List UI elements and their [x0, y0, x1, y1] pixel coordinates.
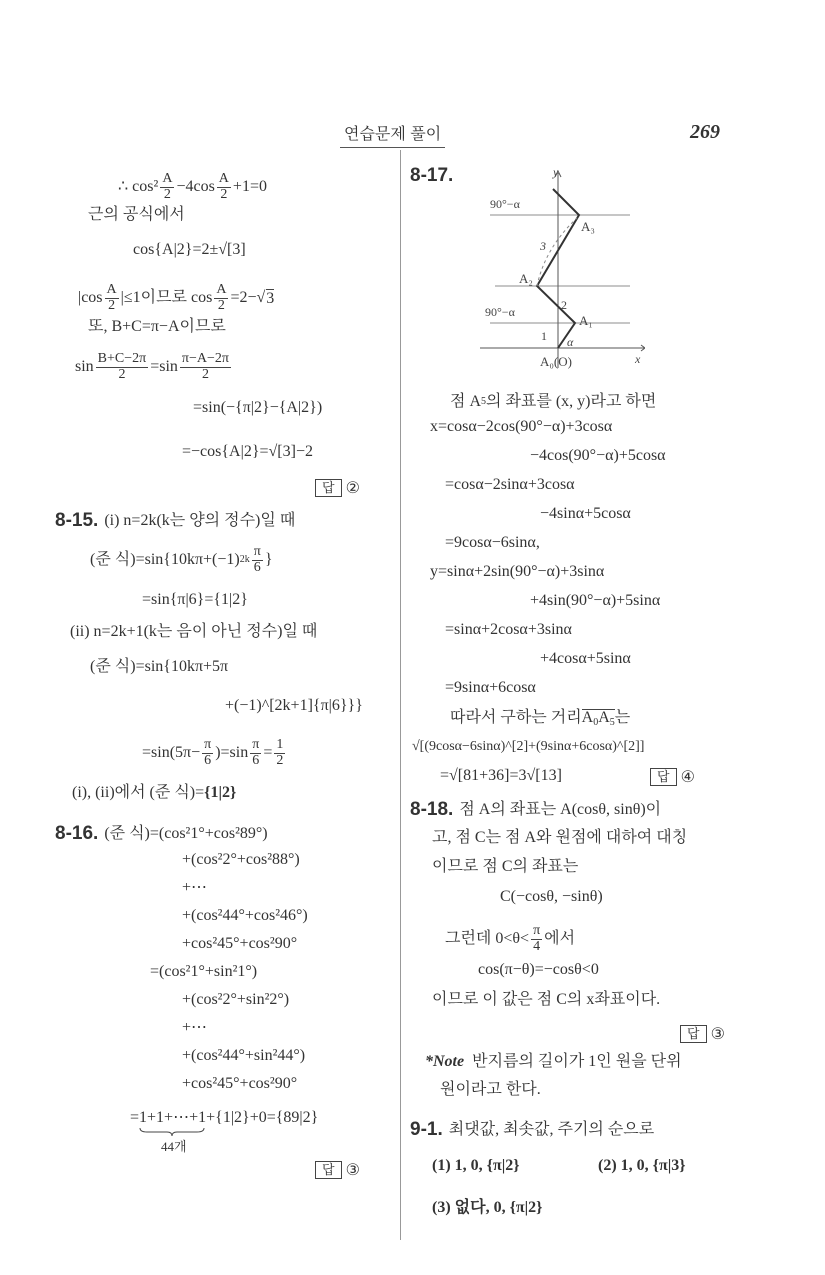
text-line: 이므로 이 값은 점 C의 x좌표이다. [432, 991, 661, 1008]
equation-line: =9sinα+6cosα [445, 679, 536, 696]
equation-line: x=cosα−2cos(90°−α)+3cosα [430, 418, 613, 435]
equation-line: =(cos²1°+sin²1°) [150, 963, 258, 980]
equation-line: |cos $\frac{A}{2}$ |≤1이므로 cos $\frac{A}{2}$ =2−√ 3 [78, 282, 275, 313]
note [425, 1054, 682, 1070]
equation-line: =sinα+2cosα+3sinα [445, 621, 572, 638]
text-line: 또, B+C=π−A이므로 [88, 318, 226, 335]
equation-line: =√[81+36]=3√[13] [440, 767, 562, 784]
coordinate-diagram [455, 163, 645, 378]
equation-line: =9cosα−6sinα, [445, 534, 540, 551]
fraction: $\frac{\pi}{6}$ [252, 737, 260, 768]
note-label: *Note [425, 1053, 465, 1070]
underbrace-icon [139, 1127, 205, 1137]
equation-line: (준 식)=sin{10kπ+5π [90, 658, 229, 675]
equation-line: +4sin(90°−α)+5sinα [530, 592, 661, 609]
equation-line: +4cosα+5sinα [540, 650, 631, 667]
fraction: $\frac{A}{2}$ [216, 282, 227, 313]
answer-box: 답 [315, 479, 342, 497]
equation-line [72, 785, 236, 801]
problem-number: 8-16. [55, 823, 99, 844]
fraction: $\frac{\pi}{6}$ [253, 544, 261, 575]
answer-marker [315, 478, 360, 498]
point-A0: A₀(O) [540, 354, 572, 369]
equation-line: +(cos²44°+sin²44°) [182, 1047, 306, 1064]
angle-label: 90°−α [485, 305, 515, 319]
fraction: $\frac{A}{2}$ [106, 282, 117, 313]
equation-line: =cosα−2sinα+3cosα [445, 476, 575, 493]
equation-line: +cos²45°+cos²90° [182, 1075, 298, 1092]
equation-line: C(−cosθ, −sinθ) [500, 888, 603, 905]
answer-line: (3) 없다, 0, {π|2} [432, 1199, 543, 1216]
text-line: 원이라고 한다. [440, 1081, 541, 1098]
problem-8-15 [55, 511, 295, 530]
equation-line: sin $\frac{B+C-2\pi}{2}$ =sin $\frac{\pi-A-2\pi}{2}$ [75, 351, 229, 382]
text-line: 이므로 점 C의 좌표는 [432, 858, 579, 875]
equation-line: +⋯ [182, 879, 208, 896]
sum-rest: +{1|2}+0={89|2} [206, 1109, 319, 1126]
y-label: y [553, 165, 559, 179]
fraction: $\frac{1}{2}$ [276, 737, 284, 768]
equation-line: cos(π−θ)=−cosθ<0 [478, 961, 599, 978]
equation-line: +cos²45°+cos²90° [182, 935, 298, 952]
equation-line: =−cos{A|2}=√[3]−2 [182, 443, 313, 460]
answer-marker [680, 1024, 725, 1044]
length-label: 2 [561, 298, 567, 312]
problem-number: 8-18. [410, 799, 454, 820]
text-line: 고, 점 C는 점 A와 원점에 대하여 대칭 [432, 829, 688, 846]
problem-number: 9-1. [410, 1119, 443, 1140]
text-line: 근의 공식에서 [88, 206, 185, 223]
equation-line: (준 식)=sin{10kπ+(−1) 2k $\frac{\pi}{6}$ } [90, 544, 273, 575]
problem-8-17 [410, 166, 459, 185]
fraction: $\frac{\pi}{6}$ [204, 737, 212, 768]
problem-number: 8-15. [55, 510, 99, 531]
length-label: 1 [541, 329, 547, 343]
equation-line: −4sinα+5cosα [540, 505, 631, 522]
answer-value: ③ [345, 1162, 360, 1179]
answer-box: 답 [680, 1025, 707, 1043]
fraction: $\frac{A}{2}$ [162, 171, 173, 202]
length-label: 3 [540, 239, 546, 253]
equation-line: +(cos²44°+cos²46°) [182, 907, 308, 924]
equation-line: √[(9cosα−6sinα)^[2]+(9sinα+6cosα)^[2]] [412, 739, 645, 754]
point-A2: A₂ [519, 271, 533, 286]
problem-8-18 [410, 800, 661, 819]
alpha-label: α [567, 335, 574, 349]
answer-box: 답 [650, 768, 677, 786]
equation-line: =sin(−{π|2}−{A|2}) [193, 399, 323, 416]
text-line: (i) n=2k(k는 양의 정수)일 때 [104, 511, 296, 529]
equation-line: =sin(5π− $\frac{\pi}{6}$ )=sin $\frac{\pi}{6}$ = $\frac{1}{2}$ [142, 737, 284, 768]
fraction: $\frac{B+C-2\pi}{2}$ [97, 351, 147, 382]
brace-label: 44개 [161, 1139, 187, 1154]
answer-marker [650, 767, 695, 787]
text-line: 점 A의 좌표는 A(cosθ, sinθ)이 [459, 800, 662, 818]
answer-box: 답 [315, 1161, 342, 1179]
answer-marker [315, 1160, 360, 1180]
page-number: 269 [690, 121, 720, 143]
point-A3: A₃ [581, 219, 595, 234]
equals: = [130, 1109, 140, 1126]
equation-line: +(−1)^[2k+1]{π|6}}} [225, 697, 363, 714]
section-title: 연습문제 풀이 [340, 121, 445, 148]
text-line: 최댓값, 최솟값, 주기의 순으로 [448, 1120, 655, 1138]
text-line: 점 A 5 의 좌표를 (x, y)라고 하면 [450, 393, 657, 410]
equation-line: +⋯ [182, 1019, 208, 1036]
fraction: $\frac{\pi-A-2\pi}{2}$ [181, 351, 229, 382]
answer-value: ④ [680, 769, 695, 786]
text-line: 따라서 구하는 거리 $A_0A_5$ 는 [450, 708, 631, 728]
answer-value: ② [345, 480, 360, 497]
text-part: (i), (ii)에서 (준 식)= [72, 784, 205, 801]
answer-line: (2) 1, 0, {π|3} [598, 1157, 686, 1174]
equation-line: (준 식)=(cos²1°+cos²89°) [104, 824, 268, 842]
fraction: $\frac{A}{2}$ [218, 171, 229, 202]
problem-number: 8-17. [410, 165, 454, 186]
equation-line: cos{A|2}=2±√[3] [133, 241, 246, 258]
equation-line [130, 1109, 319, 1154]
result-fraction: {1|2} [204, 784, 237, 801]
text-line: (ii) n=2k+1(k는 음이 아닌 정수)일 때 [70, 623, 318, 640]
angle-label: 90°−α [490, 197, 520, 211]
equation-line: +(cos²2°+sin²2°) [182, 991, 290, 1008]
problem-9-1 [410, 1120, 654, 1139]
equation-line: ∴ cos² $\frac{A}{2}$ −4cos $\frac{A}{2}$ +1=0 [118, 171, 267, 202]
point-A1: A₁ [579, 313, 593, 328]
equation-line: 그런데 0<θ< $\frac{\pi}{4}$ 에서 [445, 923, 576, 954]
underbrace-group [139, 1109, 207, 1154]
equation-line: =sin{π|6}={1|2} [142, 591, 248, 608]
equation-line: −4cos(90°−α)+5cosα [530, 447, 666, 464]
text-line: 반지름의 길이가 1인 원을 단위 [472, 1053, 682, 1070]
column-divider [400, 150, 401, 1240]
answer-value: ③ [710, 1026, 725, 1043]
x-label: x [635, 352, 641, 366]
braced-sum: 1+1+⋯+1 [139, 1109, 207, 1126]
problem-8-16 [55, 824, 268, 843]
equation-line: +(cos²2°+cos²88°) [182, 851, 300, 868]
equation-line: y=sinα+2sin(90°−α)+3sinα [430, 563, 605, 580]
fraction: $\frac{\pi}{4}$ [533, 923, 541, 954]
answer-line: (1) 1, 0, {π|2} [432, 1157, 520, 1174]
